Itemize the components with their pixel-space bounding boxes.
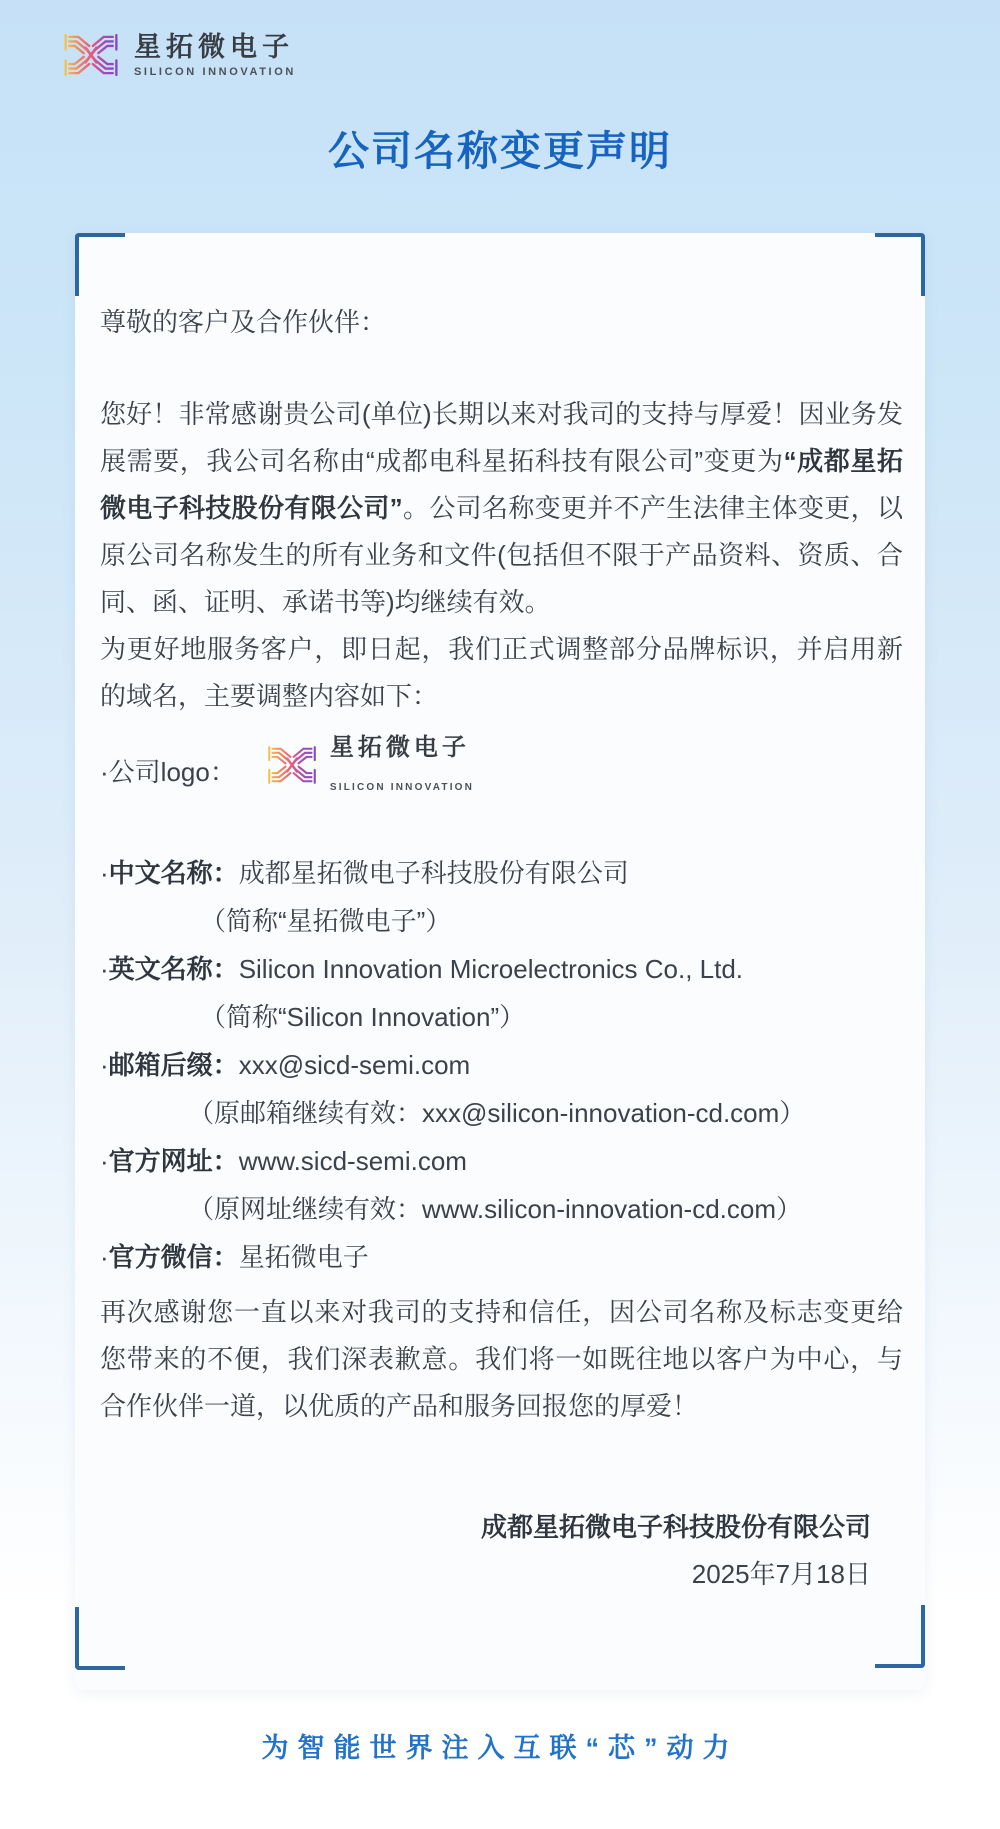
header-brand-text [134, 32, 296, 78]
item-value: www.sicd-semi.com [238, 1145, 467, 1176]
page-title: 公司名称变更声明 [328, 128, 672, 174]
paragraph-brand-adjust: 为更好地服务客户，即日起，我们正式调整部分品牌标识，并启用新的域名，主要调整内容如下： [100, 634, 903, 711]
signature-date: 2025年7月18日 [691, 1558, 871, 1589]
item-logo-label: ·公司logo： [100, 756, 236, 787]
item-value: Silicon Innovation Microelectronics Co., Ltd. [238, 953, 744, 984]
company-logo-icon [62, 26, 120, 84]
item-label: 中文名称： [108, 857, 239, 888]
letter-body [75, 299, 925, 1598]
list-item-wechat: ·官方微信：星拓微电子 [100, 1241, 369, 1272]
greeting: 尊敬的客户及合作伙伴： [100, 307, 387, 337]
corner-bracket-bottom-left [75, 1607, 125, 1670]
corner-bracket-bottom-right [875, 1605, 925, 1668]
list-item-logo [100, 734, 903, 811]
list-item-website-old: （原网址继续有效：www.silicon-innovation-cd.com） [188, 1193, 803, 1224]
item-label: 官方网址： [108, 1145, 239, 1176]
paragraph-segment: 您好！非常感谢贵公司(单位)长期以来对我司的支持与厚爱！因业务发展需要，我公司名称由“成都电科星拓科技有限公司”变更为 [100, 399, 903, 476]
item-label: 邮箱后缀： [108, 1049, 239, 1080]
letter-card [75, 233, 925, 1690]
corner-bracket-top-right [875, 233, 925, 296]
new-company-name-emphasis: “成都星拓微电子科技股份有限公司” [100, 446, 903, 523]
new-logo-preview [266, 734, 474, 811]
item-label: 英文名称： [108, 953, 239, 984]
footer-slogan: 为智能世界注入互联“芯”动力 [261, 1733, 739, 1763]
header-brand [62, 26, 296, 84]
brand-name-en: SILICON INNOVATION [329, 781, 475, 793]
corner-bracket-top-left [75, 233, 125, 296]
brand-name-cn: 星拓微电子 [134, 31, 294, 62]
item-label: 官方微信： [108, 1241, 239, 1272]
signature-company: 成都星拓微电子科技股份有限公司 [480, 1511, 871, 1542]
item-value: xxx@sicd-semi.com [238, 1049, 471, 1080]
closing-paragraph: 再次感谢您一直以来对我司的支持和信任，因公司名称及标志变更给您带来的不便，我们深表歉意。我们将一如既往地以客户为中心，与合作伙伴一道，以优质的产品和服务回报您的厚爱！ [100, 1296, 903, 1421]
list-item-email-old: （原邮箱继续有效：xxx@silicon-innovation-cd.com） [188, 1097, 806, 1128]
item-value: 星拓微电子 [238, 1241, 369, 1272]
paragraph-segment: 。公司名称变更并不产生法律主体变更，以原公司名称发生的所有业务和文件(包括但不限于产品资料、资质、合同、函、证明、承诺书等)均继续有效。 [100, 493, 903, 617]
list-item-cn-name: ·中文名称：成都星拓微电子科技股份有限公司 [100, 857, 629, 888]
signature-block [100, 1504, 903, 1598]
company-logo-icon [266, 739, 318, 806]
brand-name-cn: 星拓微电子 [329, 734, 470, 761]
item-value: 成都星拓微电子科技股份有限公司 [238, 857, 629, 888]
list-item-website: ·官方网址：www.sicd-semi.com [100, 1145, 467, 1176]
brand-name-en: SILICON INNOVATION [134, 66, 296, 79]
list-item-en-abbr: （简称“Silicon Innovation”） [200, 1001, 526, 1032]
inline-brand-text [330, 734, 474, 811]
list-item-cn-abbr: （简称“星拓微电子”） [200, 905, 452, 936]
list-item-email: ·邮箱后缀：xxx@sicd-semi.com [100, 1049, 471, 1080]
list-item-en-name: ·英文名称：Silicon Innovation Microelectronics Co., Ltd. [100, 953, 744, 984]
change-items-list [100, 849, 903, 1281]
paragraph-name-change [100, 391, 903, 626]
